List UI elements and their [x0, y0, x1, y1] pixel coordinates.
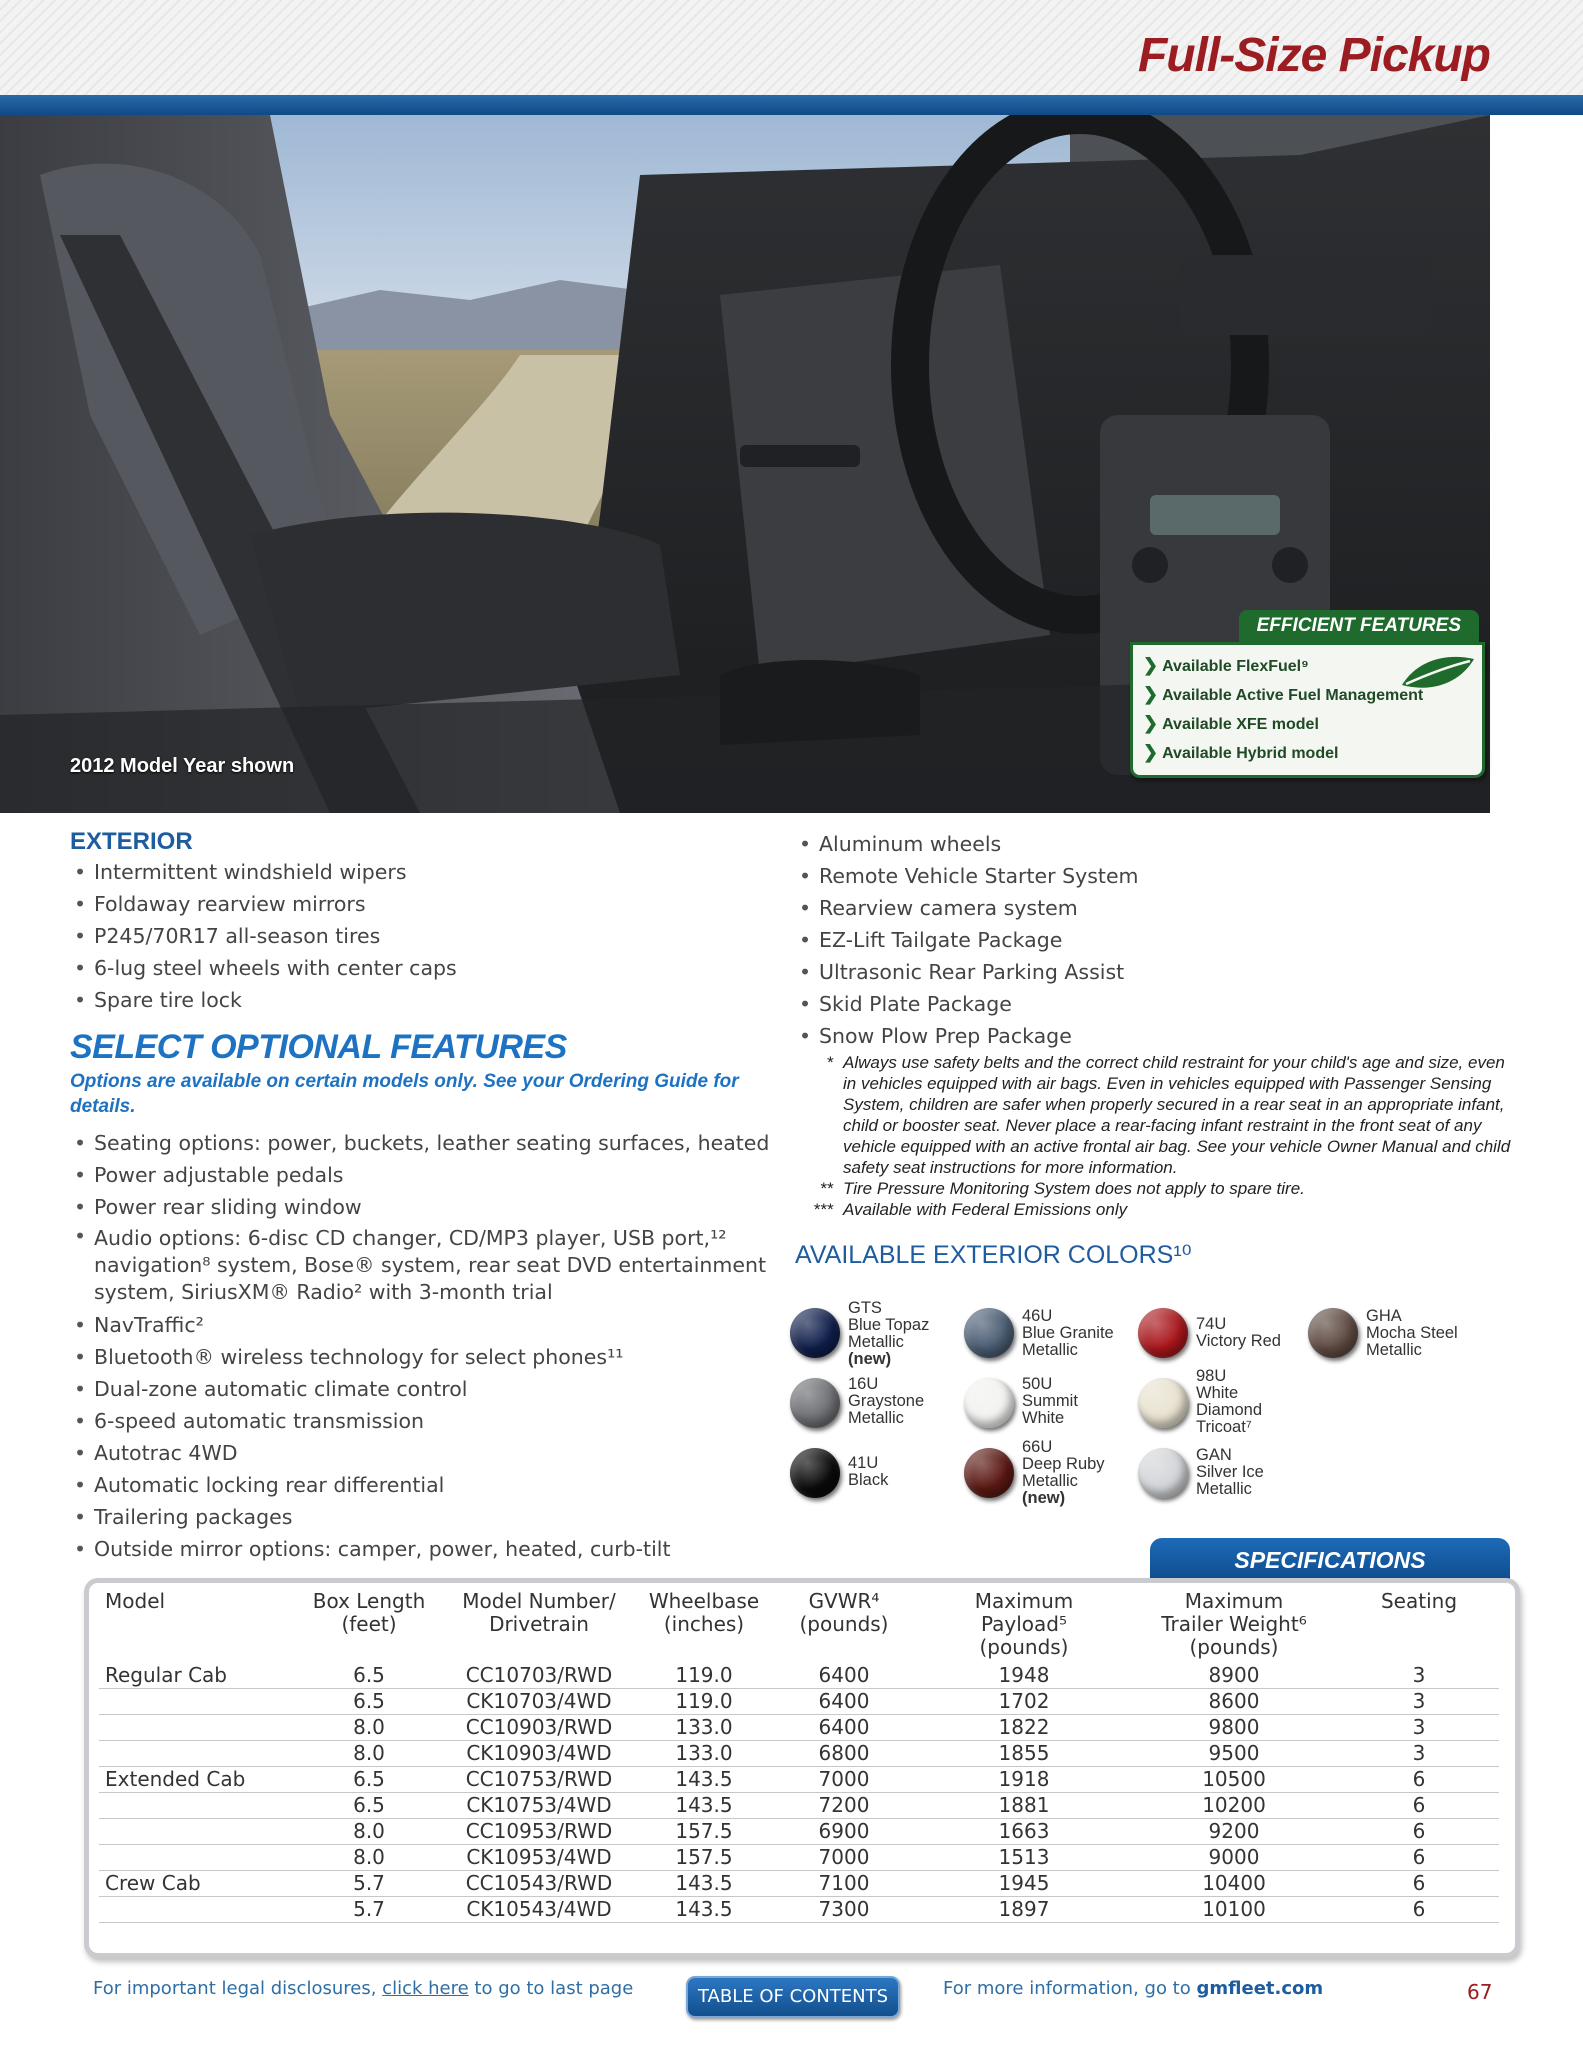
- column-header: Maximum Trailer Weight⁶ (pounds): [1161, 1589, 1307, 1659]
- hero-caption: 2012 Model Year shown: [70, 755, 295, 777]
- page-header: [0, 0, 1583, 95]
- table-cell: 1855: [919, 1741, 1129, 1767]
- table-cell: 1822: [919, 1715, 1129, 1741]
- color-swatch-66u: [964, 1448, 1014, 1498]
- table-cell: 6: [1339, 1819, 1499, 1845]
- color-swatch-46u: [964, 1308, 1014, 1358]
- gmfleet-link[interactable]: gmfleet.com: [1196, 1978, 1324, 1999]
- table-cell: 143.5: [639, 1767, 769, 1793]
- column-header: Model Number/ Drivetrain: [462, 1589, 616, 1636]
- table-cell: 8.0: [299, 1741, 439, 1767]
- efficient-features-box: [1130, 610, 1487, 780]
- column-header: Model: [105, 1589, 166, 1613]
- color-swatch-gts: [790, 1308, 840, 1358]
- table-cell: 9800: [1129, 1715, 1339, 1741]
- table-cell: 6900: [769, 1819, 919, 1845]
- list-item: • Seating options: power, buckets, leather seating surfaces, heated: [70, 1127, 770, 1159]
- color-swatch-grid: [790, 1300, 1510, 1510]
- table-row: [99, 1793, 1499, 1819]
- list-item: • Automatic locking rear differential: [70, 1469, 770, 1501]
- list-item: • Intermittent windshield wipers: [70, 856, 770, 888]
- footnote: ** Tire Pressure Monitoring System does not apply to spare tire.: [819, 1179, 1305, 1198]
- table-cell: 133.0: [639, 1715, 769, 1741]
- list-item: • Outside mirror options: camper, power, heated, curb-tilt: [70, 1533, 770, 1565]
- table-cell: 6400: [769, 1689, 919, 1715]
- table-row: [99, 1871, 1499, 1897]
- legal-link[interactable]: click here: [382, 1978, 469, 1999]
- table-cell: 6: [1339, 1793, 1499, 1819]
- color-swatch-16u: [790, 1378, 840, 1428]
- table-row: [99, 1689, 1499, 1715]
- table-cell: 6800: [769, 1741, 919, 1767]
- exterior-list: [70, 856, 770, 1016]
- specifications-table: [99, 1589, 1499, 1923]
- table-cell: Extended Cab: [99, 1767, 299, 1793]
- table-cell: 6: [1339, 1897, 1499, 1923]
- efficient-item: ❯ Available Hybrid model: [1143, 742, 1339, 762]
- color-swatch-gan: [1138, 1448, 1188, 1498]
- color-swatch-98u: [1138, 1378, 1188, 1428]
- efficient-item: ❯ Available XFE model: [1143, 713, 1319, 733]
- table-cell: 9500: [1129, 1741, 1339, 1767]
- table-cell: 119.0: [639, 1689, 769, 1715]
- list-item: • Rearview camera system: [795, 892, 1515, 924]
- column-header: Seating: [1380, 1589, 1458, 1613]
- table-cell: 1945: [919, 1871, 1129, 1897]
- list-item: • Power adjustable pedals: [70, 1159, 770, 1191]
- table-row: [99, 1767, 1499, 1793]
- list-item: • EZ-Lift Tailgate Package: [795, 924, 1515, 956]
- table-cell: 5.7: [299, 1871, 439, 1897]
- efficient-features-panel: [1130, 642, 1485, 778]
- table-cell: 9200: [1129, 1819, 1339, 1845]
- list-item: • P245/70R17 all-season tires: [70, 920, 770, 952]
- right-column: [795, 828, 1515, 1278]
- footnote: *** Available with Federal Emissions only: [813, 1200, 1128, 1219]
- table-cell: 3: [1339, 1741, 1499, 1767]
- color-label: 50U Summit White: [1022, 1375, 1078, 1427]
- table-cell: 7000: [769, 1845, 919, 1871]
- table-cell: 8.0: [299, 1845, 439, 1871]
- table-cell: 6400: [769, 1715, 919, 1741]
- table-header-row: [99, 1589, 1499, 1663]
- table-cell: 3: [1339, 1689, 1499, 1715]
- table-cell: 8900: [1129, 1663, 1339, 1689]
- list-item: • Bluetooth® wireless technology for select phones¹¹: [70, 1341, 770, 1373]
- efficient-features-heading: EFFICIENT FEATURES: [1239, 610, 1479, 642]
- chevron-right-icon: ❯: [1143, 742, 1159, 762]
- table-of-contents-button[interactable]: TABLE OF CONTENTS: [686, 1976, 900, 2018]
- column-header: Wheelbase (inches): [648, 1589, 760, 1636]
- table-cell: CC10543/RWD: [439, 1871, 639, 1897]
- column-header: Maximum Payload⁵ (pounds): [974, 1589, 1074, 1659]
- more-info: For more information, go to gmfleet.com: [943, 1978, 1324, 1999]
- exterior-heading: EXTERIOR: [70, 828, 193, 855]
- color-swatch-41u: [790, 1448, 840, 1498]
- table-cell: 6.5: [299, 1663, 439, 1689]
- table-cell: 10400: [1129, 1871, 1339, 1897]
- table-cell: 6: [1339, 1845, 1499, 1871]
- table-row: [99, 1741, 1499, 1767]
- table-cell: 1918: [919, 1767, 1129, 1793]
- table-cell: 157.5: [639, 1819, 769, 1845]
- table-cell: 143.5: [639, 1897, 769, 1923]
- table-cell: [99, 1689, 299, 1715]
- table-cell: 1702: [919, 1689, 1129, 1715]
- table-cell: 10500: [1129, 1767, 1339, 1793]
- list-item: • 6-speed automatic transmission: [70, 1405, 770, 1437]
- table-cell: [99, 1741, 299, 1767]
- list-item: • Power rear sliding window: [70, 1191, 770, 1223]
- list-item: • Snow Plow Prep Package: [795, 1020, 1515, 1052]
- table-cell: 1663: [919, 1819, 1129, 1845]
- color-label: GAN Silver Ice Metallic: [1196, 1446, 1264, 1498]
- header-band: [0, 95, 1583, 115]
- optional-features-heading: SELECT OPTIONAL FEATURES: [70, 1028, 567, 1066]
- color-swatch-74u: [1138, 1308, 1188, 1358]
- table-cell: [99, 1819, 299, 1845]
- table-row: [99, 1715, 1499, 1741]
- table-cell: 10100: [1129, 1897, 1339, 1923]
- table-cell: CK10903/4WD: [439, 1741, 639, 1767]
- color-label: 41U Black: [848, 1454, 889, 1489]
- table-cell: 8.0: [299, 1819, 439, 1845]
- list-item: • Spare tire lock: [70, 984, 770, 1016]
- color-label: GTS Blue Topaz Metallic (new): [848, 1299, 930, 1368]
- list-item: • Skid Plate Package: [795, 988, 1515, 1020]
- color-label: 74U Victory Red: [1196, 1315, 1281, 1350]
- list-item: • NavTraffic²: [70, 1309, 770, 1341]
- table-row: [99, 1663, 1499, 1689]
- table-cell: 7100: [769, 1871, 919, 1897]
- efficient-item: ❯ Available Active Fuel Management: [1143, 684, 1424, 704]
- table-cell: 9000: [1129, 1845, 1339, 1871]
- table-body: [99, 1663, 1499, 1923]
- table-cell: 1881: [919, 1793, 1129, 1819]
- table-cell: 8600: [1129, 1689, 1339, 1715]
- table-cell: 6.5: [299, 1689, 439, 1715]
- table-cell: 3: [1339, 1663, 1499, 1689]
- table-cell: 6.5: [299, 1793, 439, 1819]
- table-cell: CK10703/4WD: [439, 1689, 639, 1715]
- list-item: • Audio options: 6-disc CD changer, CD/MP3 player, USB port,¹² navigation⁸ system, Bose® system, rear seat DVD entertainment system, SiriusXM® Radio² with 3-month trial: [70, 1223, 770, 1309]
- table-cell: 1513: [919, 1845, 1129, 1871]
- list-item: • Autotrac 4WD: [70, 1437, 770, 1469]
- table-cell: 7200: [769, 1793, 919, 1819]
- footnote: * Always use safety belts and the correct child restraint for your child's age and size, even in vehicles equipped with air bags. Even in vehicles equipped with Passenger Sensing System, children are safer when properly secured in a rear seat in an appropriate infant, child or booster seat. Never place a rear-facing infant restraint in the front seat of any vehicle equipped with an active frontal air bag. See your vehicle Owner Manual and child safety seat instructions for more information.: [826, 1053, 1511, 1177]
- color-label: GHA Mocha Steel Metallic: [1366, 1307, 1458, 1359]
- exterior-colors-heading: AVAILABLE EXTERIOR COLORS¹⁰: [795, 1241, 1192, 1269]
- table-cell: 5.7: [299, 1897, 439, 1923]
- optional-list-continued: [795, 828, 1515, 1052]
- legal-disclosure: For important legal disclosures, click here to go to last page: [93, 1978, 634, 1999]
- table-cell: 6400: [769, 1663, 919, 1689]
- chevron-right-icon: ❯: [1143, 655, 1159, 675]
- table-row: [99, 1819, 1499, 1845]
- list-item: • 6-lug steel wheels with center caps: [70, 952, 770, 984]
- table-cell: CC10753/RWD: [439, 1767, 639, 1793]
- list-item: • Dual-zone automatic climate control: [70, 1373, 770, 1405]
- table-cell: 3: [1339, 1715, 1499, 1741]
- table-cell: CC10903/RWD: [439, 1715, 639, 1741]
- table-row: [99, 1845, 1499, 1871]
- column-header: Box Length (feet): [312, 1589, 426, 1636]
- color-label: 66U Deep Ruby Metallic (new): [1022, 1438, 1105, 1507]
- color-swatch-gha: [1308, 1308, 1358, 1358]
- specifications-box: [84, 1578, 1520, 1958]
- table-cell: CK10953/4WD: [439, 1845, 639, 1871]
- table-cell: 6: [1339, 1871, 1499, 1897]
- table-cell: 6: [1339, 1767, 1499, 1793]
- table-cell: Crew Cab: [99, 1871, 299, 1897]
- table-cell: [99, 1897, 299, 1923]
- table-cell: 143.5: [639, 1871, 769, 1897]
- left-column: [70, 828, 770, 1565]
- table-cell: 7300: [769, 1897, 919, 1923]
- table-cell: 1948: [919, 1663, 1129, 1689]
- table-cell: 133.0: [639, 1741, 769, 1767]
- chevron-right-icon: ❯: [1143, 684, 1159, 704]
- table-cell: 6.5: [299, 1767, 439, 1793]
- table-cell: 157.5: [639, 1845, 769, 1871]
- table-cell: 10200: [1129, 1793, 1339, 1819]
- table-cell: CC10703/RWD: [439, 1663, 639, 1689]
- list-item: • Trailering packages: [70, 1501, 770, 1533]
- list-item: • Aluminum wheels: [795, 828, 1515, 860]
- column-header: GVWR⁴ (pounds): [799, 1589, 889, 1636]
- table-cell: CK10543/4WD: [439, 1897, 639, 1923]
- table-cell: 1897: [919, 1897, 1129, 1923]
- list-item: • Ultrasonic Rear Parking Assist: [795, 956, 1515, 988]
- table-cell: CC10953/RWD: [439, 1819, 639, 1845]
- table-cell: 143.5: [639, 1793, 769, 1819]
- optional-features-subheading: Options are available on certain models only. See your Ordering Guide for details.: [70, 1071, 739, 1117]
- page-number: 67: [1467, 1980, 1493, 2004]
- table-cell: [99, 1793, 299, 1819]
- page-title: Full-Size Pickup: [1137, 29, 1490, 82]
- chevron-right-icon: ❯: [1143, 713, 1159, 733]
- table-cell: 8.0: [299, 1715, 439, 1741]
- optional-list: [70, 1127, 770, 1565]
- efficient-item: ❯ Available FlexFuel⁹: [1143, 655, 1309, 675]
- table-cell: Regular Cab: [99, 1663, 299, 1689]
- list-item: • Remote Vehicle Starter System: [795, 860, 1515, 892]
- specifications-heading: SPECIFICATIONS: [1150, 1538, 1510, 1582]
- color-label: 98U White Diamond Tricoat⁷: [1196, 1367, 1263, 1436]
- table-row: [99, 1897, 1499, 1923]
- table-cell: [99, 1845, 299, 1871]
- color-label: 16U Graystone Metallic: [848, 1375, 925, 1427]
- table-cell: 7000: [769, 1767, 919, 1793]
- list-item: • Foldaway rearview mirrors: [70, 888, 770, 920]
- table-cell: 119.0: [639, 1663, 769, 1689]
- color-swatch-50u: [964, 1378, 1014, 1428]
- table-cell: CK10753/4WD: [439, 1793, 639, 1819]
- table-cell: [99, 1715, 299, 1741]
- color-label: 46U Blue Granite Metallic: [1022, 1307, 1114, 1359]
